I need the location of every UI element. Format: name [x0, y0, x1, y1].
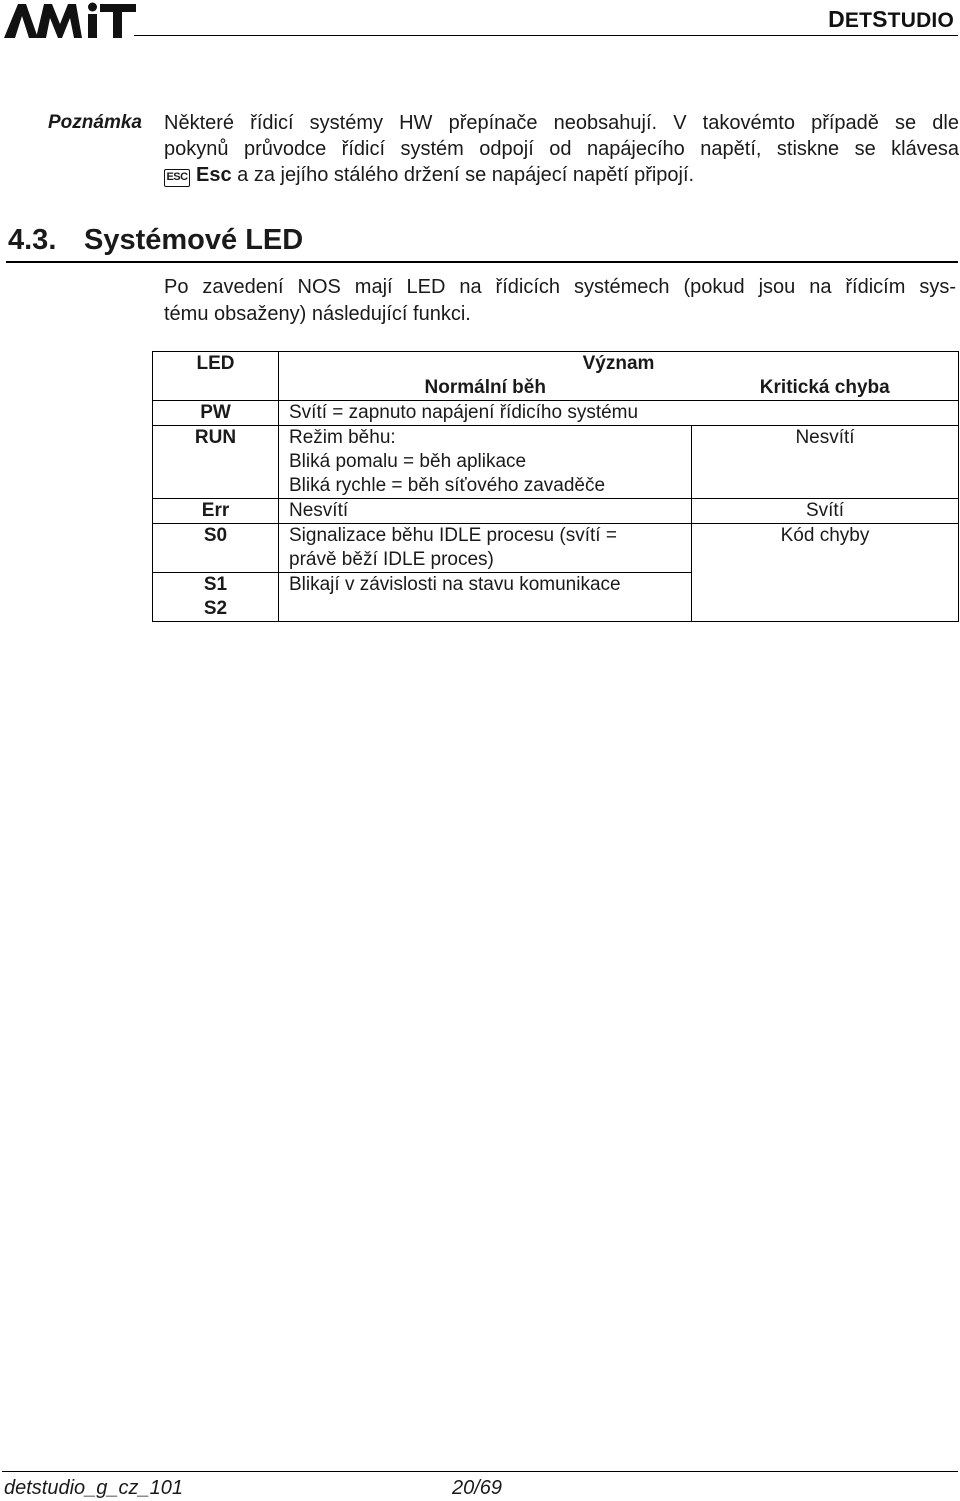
- note-line-1: Některé řídicí systémy HW přepínače neobsahují. V takovémto případě se dle: [164, 112, 959, 134]
- header-meaning: Význam: [279, 352, 959, 377]
- note-line-3-text: a za jejího stálého držení se napájecí napětí připojí.: [231, 164, 695, 186]
- intro-line-1: Po zavedení NOS mají LED na řídicích systémech (pokud jsou na řídicím sys-: [164, 276, 956, 298]
- section-heading: [8, 224, 303, 257]
- critical-cell: Kód chyby: [692, 524, 959, 573]
- normal-line: Bliká pomalu = běh aplikace: [289, 451, 527, 472]
- table-row: [153, 499, 959, 524]
- table-row: [153, 401, 959, 426]
- normal-line: Režim běhu:: [289, 427, 396, 448]
- section-number: 4.3.: [8, 224, 57, 256]
- footer-doc-id: detstudio_g_cz_101: [4, 1477, 184, 1499]
- normal-line: Signalizace běhu IDLE procesu (svítí =: [289, 525, 617, 546]
- table-header-row: [153, 352, 959, 377]
- table-row: [153, 524, 959, 573]
- led-name: Err: [153, 499, 279, 524]
- critical-cell: [692, 597, 959, 622]
- section-title: Systémové LED: [84, 224, 304, 256]
- note-text: [164, 110, 959, 188]
- led-table: [152, 351, 959, 622]
- normal-cell: Nesvítí: [279, 499, 692, 524]
- amit-logo: [4, 2, 136, 40]
- footer-page-number: 20/69: [452, 1477, 503, 1499]
- header-led: LED: [153, 352, 279, 377]
- intro-paragraph: [164, 274, 956, 328]
- led-name: PW: [153, 401, 279, 426]
- header-rule: [134, 35, 958, 36]
- normal-cell: [279, 597, 692, 622]
- intro-line-2: tému obsaženy) následující funkci.: [164, 303, 471, 325]
- critical-cell: Svítí: [692, 499, 959, 524]
- table-row: [153, 426, 959, 499]
- note-label: Poznámka: [48, 112, 142, 133]
- critical-cell: Nesvítí: [692, 426, 959, 499]
- table-subheader-row: [153, 376, 959, 401]
- critical-cell: [692, 401, 959, 426]
- led-name: S0: [153, 524, 279, 573]
- normal-cell: Svítí = zapnuto napájení řídicího systému: [279, 401, 692, 426]
- key-name: Esc: [196, 164, 232, 186]
- header-normal: Normální běh: [279, 376, 692, 401]
- critical-cell: [692, 573, 959, 598]
- normal-cell: [279, 426, 692, 499]
- table-row: [153, 573, 959, 598]
- led-name: S2: [153, 597, 279, 622]
- footer-rule: [2, 1471, 958, 1472]
- note-line-2: pokynů průvodce řídicí systém odpojí od napájecího napětí, stiskne se klávesa: [164, 138, 959, 160]
- note-line-3: [164, 162, 959, 188]
- normal-line: právě běží IDLE proces): [289, 549, 494, 570]
- esc-key-icon: ESC: [164, 169, 190, 187]
- header-led-spacer: [153, 376, 279, 401]
- led-name: RUN: [153, 426, 279, 499]
- led-name: S1: [153, 573, 279, 598]
- brand-title: DETSTUDIO: [828, 6, 954, 32]
- table-row: [153, 597, 959, 622]
- normal-line: Bliká rychle = běh síťového zavaděče: [289, 475, 606, 496]
- normal-cell: [279, 524, 692, 573]
- normal-cell: Blikají v závislosti na stavu komunikace: [279, 573, 692, 598]
- section-rule: [6, 261, 958, 263]
- header-critical: Kritická chyba: [692, 376, 959, 401]
